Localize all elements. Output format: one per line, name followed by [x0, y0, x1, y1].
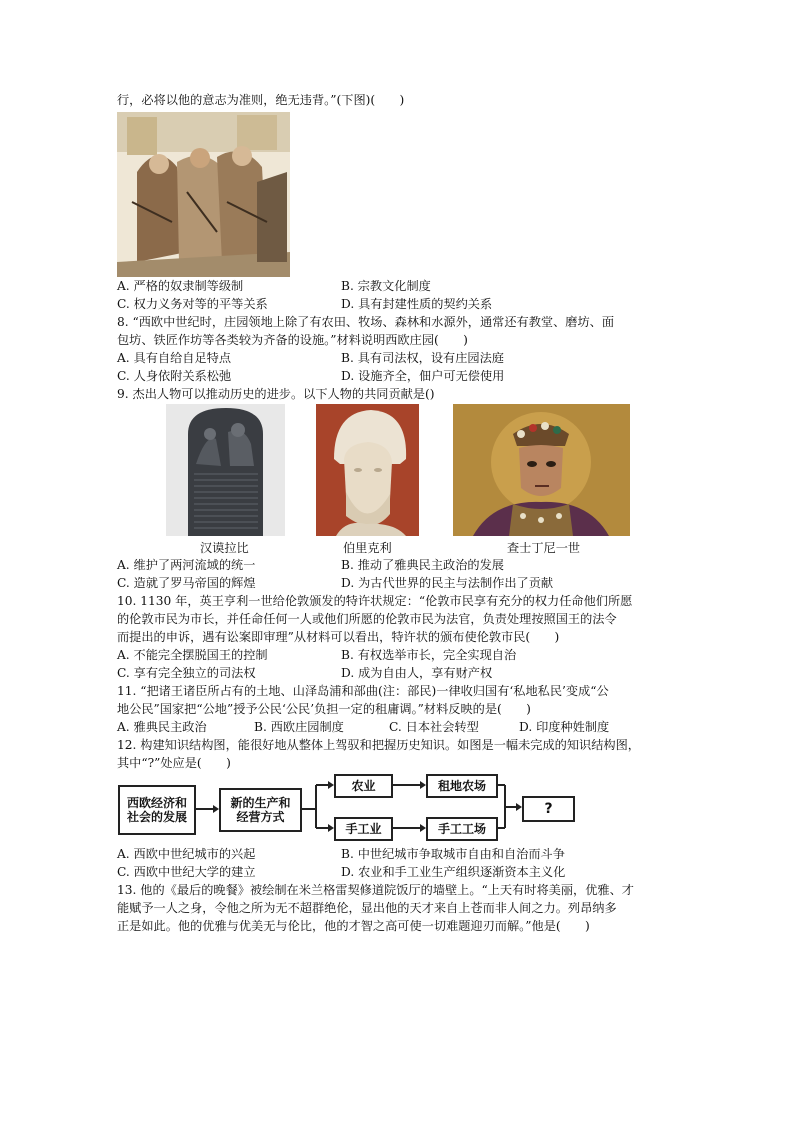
- q9-caption-pericles: 伯里克利: [343, 541, 392, 555]
- q12-flow-box-new-production: [219, 788, 302, 832]
- q12-option-a[interactable]: A. 西欧中世纪城市的兴起: [117, 847, 256, 861]
- q9-option-a[interactable]: A. 维护了两河流域的统一: [117, 558, 256, 572]
- q11-option-c[interactable]: C. 日本社会转型: [389, 720, 479, 734]
- q8-option-c[interactable]: C. 人身依附关系松弛: [117, 369, 232, 383]
- q11-option-a[interactable]: A. 雅典民主政治: [117, 720, 207, 734]
- q9-option-d[interactable]: D. 为古代世界的民主与法制作出了贡献: [341, 576, 554, 590]
- q12-option-c[interactable]: C. 西欧中世纪大学的建立: [117, 865, 256, 879]
- q12-flow-box-leased-farm: [426, 774, 498, 798]
- q12-flow-box-new-production-label: 新的生产和经营方式: [230, 796, 291, 824]
- q12-flow-box-handicraft: [334, 817, 393, 841]
- q12-stem-line-1: 12. 构建知识结构图，能很好地从整体上驾驭和把握历史知识。如图是一幅未完成的知识结构图，: [117, 738, 640, 752]
- q10-option-a[interactable]: A. 不能完全摆脱国王的控制: [117, 648, 268, 662]
- q12-flow-box-unknown: [522, 796, 575, 822]
- q12-flow-box-workshop-label: 手工工场: [437, 822, 486, 836]
- q12-option-b[interactable]: B. 中世纪城市争取城市自由和自治而斗争: [341, 847, 565, 861]
- q10-stem-line-1: 10. 1130 年，英王亨利一世给伦敦颁发的特许状规定：“伦敦市民享有充分的权力任命他们所愿: [117, 594, 633, 608]
- q12-flow-box-unknown-label: ?: [544, 801, 553, 817]
- q8-stem-line-2: 包坊、铁匠作坊等各类较为齐备的设施。”材料说明西欧庄园( ): [117, 333, 468, 347]
- q7-option-b[interactable]: B. 宗教文化制度: [341, 279, 431, 293]
- q12-flow-box-western-economy: [118, 785, 196, 835]
- q13-stem-line-2: 能赋予一人之身，令他之所为无不超群绝伦，显出他的天才来自上苍而非人间之力。列昂纳多: [117, 901, 617, 915]
- q11-option-b[interactable]: B. 西欧庄园制度: [254, 720, 344, 734]
- q10-stem-line-3: 而提出的申诉，遇有讼案即审理”从材料可以看出，特许状的颁布使伦敦市民( ): [117, 630, 560, 644]
- q12-flow-box-western-economy-label: 西欧经济和社会的发展: [126, 796, 187, 824]
- q7-option-d[interactable]: D. 具有封建性质的契约关系: [341, 297, 493, 311]
- q10-stem-line-2: 的伦敦市民为市长，并任命任何一人或他们所愿的伦敦市民为法官，负责处理按照国王的法令: [117, 612, 617, 626]
- q12-flow-box-agriculture-label: 农业: [351, 779, 376, 793]
- q12-flow-box-workshop: [426, 817, 498, 841]
- q9-caption-hammurabi: 汉谟拉比: [200, 541, 249, 555]
- q8-option-b[interactable]: B. 具有司法权，设有庄园法庭: [341, 351, 504, 365]
- q11-stem-line-1: 11. “把诸王诸臣所占有的土地、山泽岛浦和部曲(注：部民)一律收归国有‘私地私民’变成“公: [117, 684, 609, 698]
- q12-stem-line-2: 其中“?”处应是( ): [117, 756, 231, 770]
- q11-option-d[interactable]: D. 印度种姓制度: [519, 720, 610, 734]
- q7-stem-tail: 行，必将以他的意志为准则，绝无违背。”(下图)( ): [117, 93, 405, 107]
- q8-stem-line-1: 8. “西欧中世纪时，庄园领地上除了有农田、牧场、森林和水源外，通常还有教堂、磨坊、面: [117, 315, 615, 329]
- q9-caption-justinian: 查士丁尼一世: [507, 541, 581, 555]
- q12-flow-box-agriculture: [334, 774, 393, 798]
- q10-option-d[interactable]: D. 成为自由人，享有财产权: [341, 666, 493, 680]
- q8-option-d[interactable]: D. 设施齐全，佃户可无偿使用: [341, 369, 505, 383]
- q9-option-b[interactable]: B. 推动了雅典民主政治的发展: [341, 558, 504, 572]
- q7-option-a[interactable]: A. 严格的奴隶制等级制: [117, 279, 244, 293]
- q10-option-b[interactable]: B. 有权选举市长，完全实现自治: [341, 648, 517, 662]
- q12-option-d[interactable]: D. 农业和手工业生产组织逐渐资本主义化: [341, 865, 566, 879]
- q12-flow-box-leased-farm-label: 租地农场: [437, 779, 486, 793]
- q7-option-c[interactable]: C. 权力义务对等的平等关系: [117, 297, 268, 311]
- q13-stem-line-1: 13. 他的《最后的晚餐》被绘制在米兰格雷契修道院饭厅的墙壁上。“上天有时将美丽，优雅、才: [117, 883, 634, 897]
- q13-stem-line-3: 正是如此。他的优雅与优美无与伦比，他的才智之高可使一切难题迎刃而解。”他是( ): [117, 919, 590, 933]
- q10-option-c[interactable]: C. 享有完全独立的司法权: [117, 666, 256, 680]
- q8-option-a[interactable]: A. 具有自给自足特点: [117, 351, 232, 365]
- q9-option-c[interactable]: C. 造就了罗马帝国的辉煌: [117, 576, 256, 590]
- q9-stem: 9. 杰出人物可以推动历史的进步。以下人物的共同贡献是(): [117, 387, 435, 401]
- q12-flow-box-handicraft-label: 手工业: [345, 822, 382, 836]
- q11-stem-line-2: 地公民”国家把“公地”授予公民‘公民’负担一定的租庸调。”材料反映的是( ): [117, 702, 531, 716]
